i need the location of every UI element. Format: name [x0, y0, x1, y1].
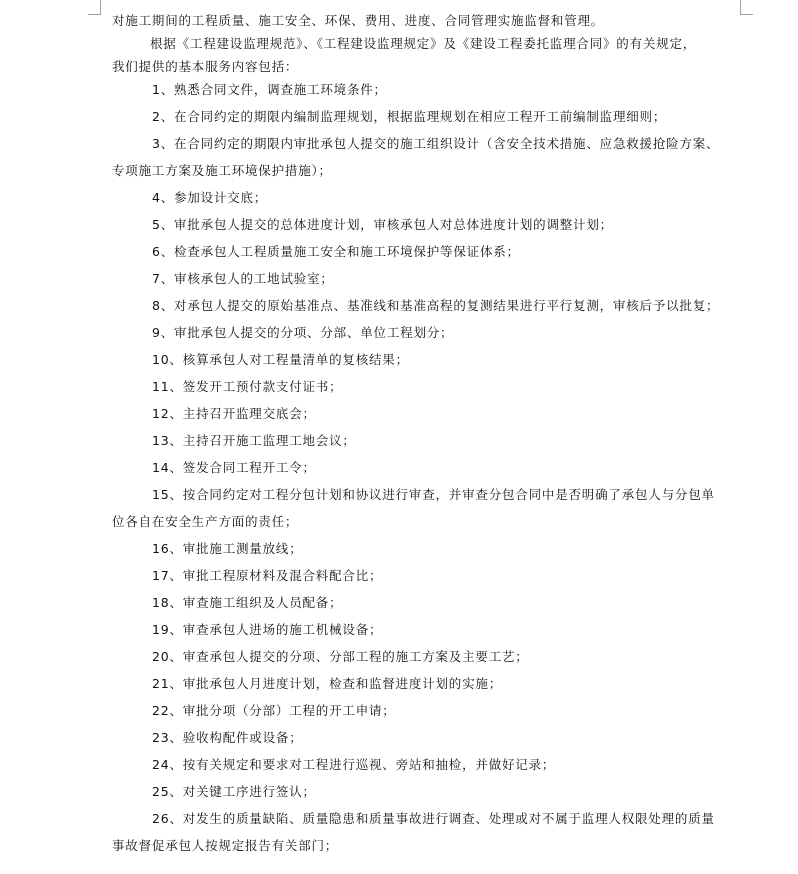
- list-item-6: 6、检查承包人工程质量施工安全和施工环境保护等保证体系；: [152, 244, 520, 259]
- intro-paragraph-line: 根据《工程建设监理规范》、《工程建设监理规定》及《建设工程委托监理合同》的有关规定，: [150, 36, 697, 51]
- list-item-9: 9、审批承包人提交的分项、分部、单位工程划分；: [152, 325, 454, 340]
- list-item-8: 8、对承包人提交的原始基准点、基准线和基准高程的复测结果进行平行复测，审核后予以批复；: [152, 298, 720, 313]
- list-item-7: 7、审核承包人的工地试验室；: [152, 271, 334, 286]
- list-item-14: 14、签发合同工程开工令；: [152, 460, 316, 475]
- list-item-1: 1、熟悉合同文件，调查施工环境条件；: [152, 82, 387, 97]
- list-item-15: 15、按合同约定对工程分包计划和协议进行审查，并审查分包合同中是否明确了承包人与分包单: [152, 487, 715, 502]
- document-body: [112, 11, 752, 859]
- list-item-5: 5、审批承包人提交的总体进度计划，审核承包人对总体进度计划的调整计划；: [152, 217, 613, 232]
- list-item-3-continuation: 专项施工方案及施工环境保护措施）；: [112, 163, 332, 178]
- list-item-24: 24、按有关规定和要求对工程进行巡视、旁站和抽检，并做好记录；: [152, 757, 556, 772]
- list-item-26-continuation: 事故督促承包人按规定报告有关部门；: [112, 838, 339, 853]
- list-item-21: 21、审批承包人月进度计划，检查和监督进度计划的实施；: [152, 676, 503, 691]
- list-item-17: 17、审批工程原材料及混合料配合比；: [152, 568, 383, 583]
- intro-paragraph-continuation: 我们提供的基本服务内容包括：: [112, 59, 299, 74]
- list-item-23: 23、验收构配件或设备；: [152, 730, 303, 745]
- list-item-12: 12、主持召开监理交底会；: [152, 406, 316, 421]
- list-item-26: 26、对发生的质量缺陷、质量隐患和质量事故进行调查、处理或对不属于监理人权限处理的质量: [152, 811, 715, 826]
- list-item-20: 20、审查承包人提交的分项、分部工程的施工方案及主要工艺；: [152, 649, 529, 664]
- list-item-16: 16、审批施工测量放线；: [152, 541, 303, 556]
- list-item-11: 11、签发开工预付款支付证书；: [152, 379, 343, 394]
- list-item-18: 18、审查施工组织及人员配备；: [152, 595, 343, 610]
- list-item-25: 25、对关键工序进行签认；: [152, 784, 316, 799]
- list-item-19: 19、审查承包人进场的施工机械设备；: [152, 622, 383, 637]
- list-item-10: 10、核算承包人对工程量清单的复核结果；: [152, 352, 409, 367]
- opening-paragraph-line: 对施工期间的工程质量、施工安全、环保、费用、进度、合同管理实施监督和管理。: [112, 13, 605, 28]
- list-item-22: 22、审批分项（分部）工程的开工申请；: [152, 703, 396, 718]
- list-item-13: 13、主持召开施工监理工地会议；: [152, 433, 356, 448]
- list-item-2: 2、在合同约定的期限内编制监理规划，根据监理规划在相应工程开工前编制监理细则；: [152, 109, 667, 124]
- page-corner-mark-left: [88, 0, 101, 15]
- list-item-3: 3、在合同约定的期限内审批承包人提交的施工组织设计（含安全技术措施、应急救援抢险方案、: [152, 136, 720, 151]
- list-item-4: 4、参加设计交底；: [152, 190, 268, 205]
- list-item-15-continuation: 位各自在安全生产方面的责任；: [112, 514, 299, 529]
